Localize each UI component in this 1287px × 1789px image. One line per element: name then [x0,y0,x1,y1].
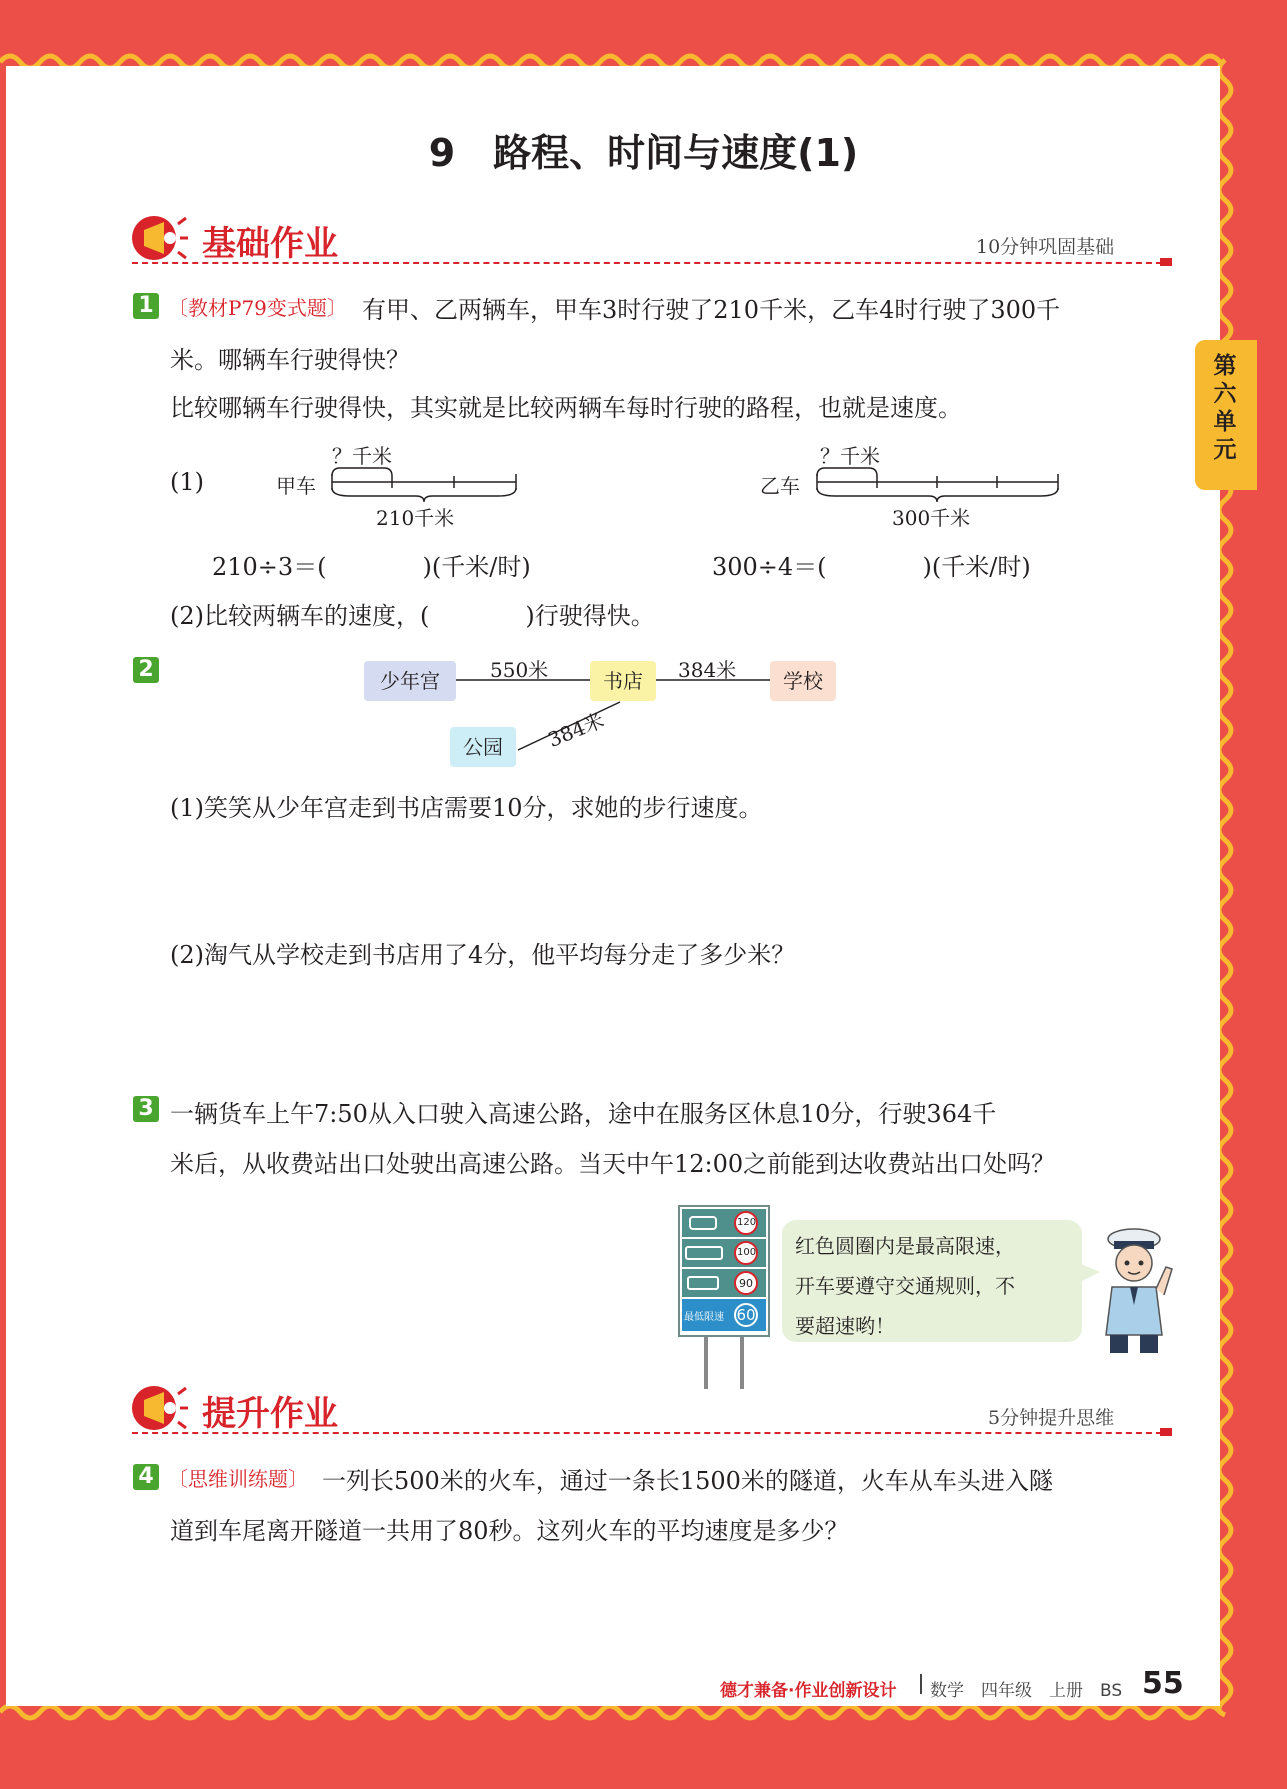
section-note-basic: 10分钟巩固基础 [976,236,1115,258]
question-number: 2 [133,657,159,683]
place-park: 公园 [450,727,516,767]
divider-end [1160,258,1172,266]
q3-text-line2: 米后，从收费站出口处驶出高速公路。当天中午12:00之前能到达收费站出口处吗？ [170,1150,1056,1178]
q1-text-line1: 有甲、乙两辆车，甲车3时行驶了210千米，乙车4时行驶了300千 [362,296,1061,324]
question-number: 4 [133,1464,159,1490]
traffic-police-illustration [1100,1225,1180,1355]
megaphone-icon [130,1380,190,1436]
bubble-line-1: 红色圆圈内是最高限速， [795,1234,1015,1258]
speed-limit-2: 100 [737,1247,757,1258]
bubble-line-2: 开车要遵守交通规则，不 [795,1274,1015,1298]
question-tag: 〔思维训练题〕 [168,1467,308,1491]
car-b-total: 300千米 [892,506,971,530]
section-divider [132,1432,1162,1434]
q1-part2: (2)比较两辆车的速度，( )行驶得快。 [170,602,655,630]
megaphone-icon [130,210,190,266]
question-number: 3 [133,1096,159,1122]
q1-text-line3: 比较哪辆车行驶得快，其实就是比较两辆车每时行驶的路程，也就是速度。 [170,394,962,422]
q1-equation-a: 210÷3＝( )(千米/时) [212,553,531,581]
min-speed-limit: 60 [736,1306,756,1324]
car-a-unknown: ？千米 [332,444,392,468]
footer-info: 数学 四年级 上册 BS [930,1681,1123,1701]
q1-equation-b: 300÷4＝( )(千米/时) [712,553,1031,581]
car-b-label: 乙车 [760,474,800,498]
place-school: 学校 [770,661,836,701]
speed-limit-sign-board [678,1205,770,1390]
speed-limit-3: 90 [739,1277,753,1290]
speech-bubble-tail [1076,1262,1100,1286]
car-b-unknown: ？千米 [820,444,880,468]
speed-limit-1: 120 [737,1217,757,1228]
q1-part1-label: (1) [170,468,204,496]
q4-text-line1: 一列长500米的火车，通过一条长1500米的隧道，火车从车头进入隧 [322,1467,1053,1495]
distance-palace-store: 550米 [490,658,549,682]
q3-text-line1: 一辆货车上午7:50从入口驶入高速公路，途中在服务区休息10分，行驶364千 [170,1100,997,1128]
distance-park-store: 384米 [544,707,608,752]
question-tag: 〔教材P79变式题〕 [168,296,347,320]
bubble-line-3: 要超速哟！ [795,1314,895,1338]
section-title-advanced: 提升作业 [202,1394,338,1434]
q2-part2: (2)淘气从学校走到书店用了4分，他平均每分走了多少米？ [170,941,796,969]
min-speed-label: 最低限速 [684,1312,724,1323]
q4-text-line2: 道到车尾离开隧道一共用了80秒。这列火车的平均速度是多少？ [170,1517,849,1545]
footer-brand: 德才兼备·作业创新设计 [720,1681,897,1701]
footer-divider [920,1674,922,1694]
q2-part1: (1)笑笑从少年宫走到书店需要10分，求她的步行速度。 [170,794,763,822]
distance-store-school: 384米 [678,658,737,682]
page-title: 9 路程、时间与速度(1) [428,131,859,175]
section-divider [132,262,1162,264]
section-note-advanced: 5分钟提升思维 [988,1407,1115,1429]
unit-tab-label: 第六单元 [1213,353,1237,463]
place-store: 书店 [590,661,656,701]
question-number: 1 [133,293,159,319]
place-palace: 少年宫 [364,661,456,701]
car-a-label: 甲车 [276,474,316,498]
divider-end [1160,1428,1172,1436]
car-b-segment-diagram [815,462,1060,502]
car-a-total: 210千米 [376,506,455,530]
q1-text-line2: 米。哪辆车行驶得快？ [170,346,410,374]
car-a-segment-diagram [330,462,520,502]
section-title-basic: 基础作业 [202,224,338,264]
page-number: 55 [1142,1666,1184,1701]
